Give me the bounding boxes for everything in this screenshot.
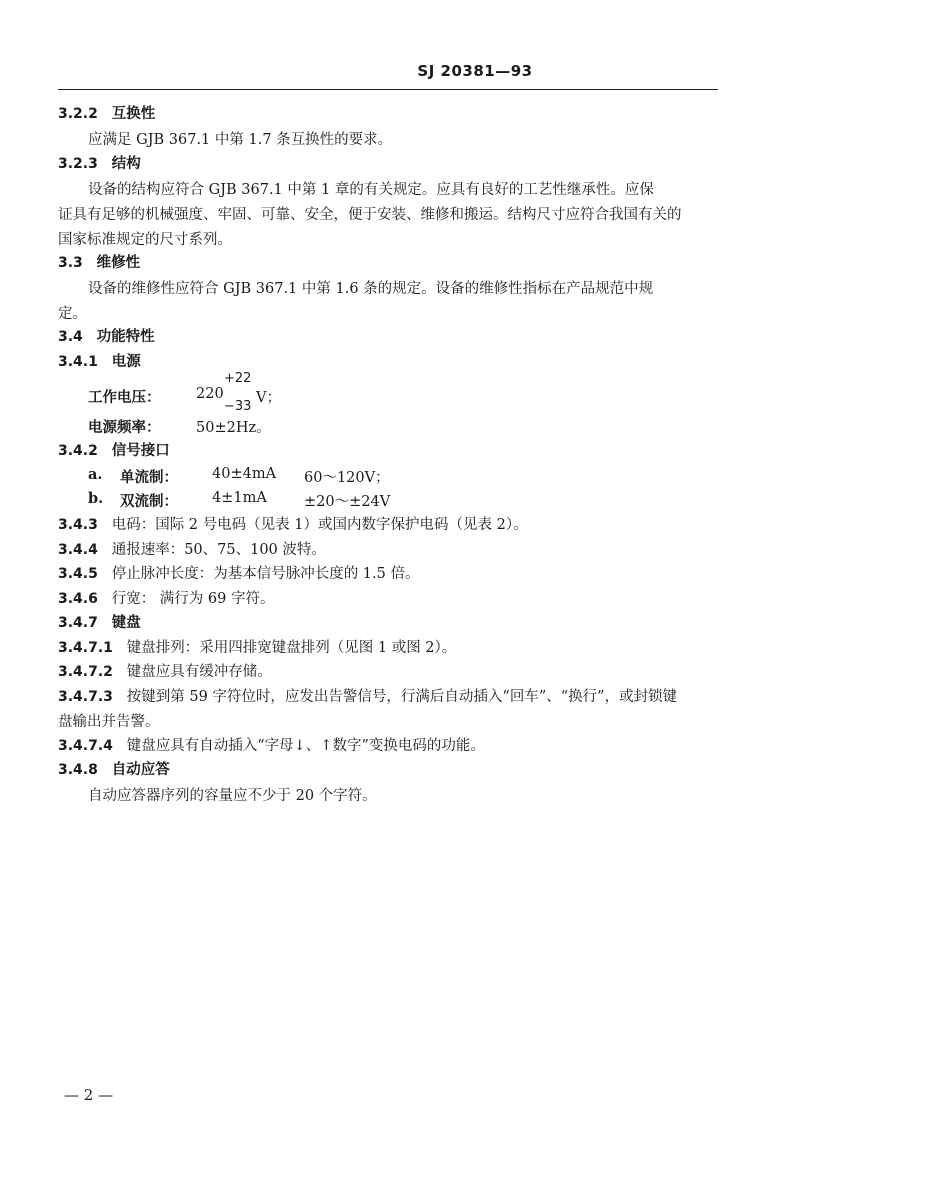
section-number: 3.4.3 [58,517,98,533]
paragraph-line: 证具有足够的机械强度、牢固、可靠、安全，便于安装、维修和搬运。结构尺寸应符合我国有关的 [58,207,682,223]
frequency-label: 电源频率： [88,419,161,436]
paragraph-line: 定。 [58,306,87,322]
section-number: 3.2.2 [58,106,98,122]
voltage-upper-tolerance: +22 [224,371,252,386]
current-value: 40±4mA [212,466,277,482]
section-text: 键盘排列：采用四排宽键盘排列（见图 1 或图 2）。 [126,640,457,656]
section-number: 3.4.6 [58,591,98,607]
list-marker: a. [88,466,103,483]
section-3-4-6 [58,589,274,609]
section-number: 3.4.2 [58,443,98,459]
section-text: 键盘应具有缓冲存储。 [126,664,272,680]
list-marker: b. [88,490,104,507]
section-number: 3.4.7.3 [58,689,113,705]
section-3-4-7-2 [58,662,272,682]
interface-type: 单流制： [120,469,178,486]
paragraph: 自动应答器序列的容量应不少于 20 个字符。 [88,788,377,804]
section-number: 3.4 [58,329,83,345]
paragraph-line: 国家标准规定的尺寸系列。 [58,232,232,248]
header-rule [58,89,718,90]
section-number: 3.4.5 [58,566,98,582]
paragraph-line: 设备的维修性应符合 GJB 367.1 中第 1.6 条的规定。设备的维修性指标在产品规范中规 [88,281,654,297]
section-3-4-heading [58,327,155,347]
voltage-base: 220 [196,386,224,402]
section-title: 电源 [111,353,141,370]
section-3-4-8-heading [58,760,170,780]
section-3-2-2-heading [58,104,155,124]
section-number: 3.4.8 [58,762,98,778]
section-3-3-heading [58,253,140,273]
section-3-4-7-1 [58,638,456,658]
section-text: 停止脉冲长度：为基本信号脉冲长度的 1.5 倍。 [111,566,420,582]
paragraph-line: 设备的结构应符合 GJB 367.1 中第 1 章的有关规定。应具有良好的工艺性继承性。应保 [88,182,654,198]
section-3-4-5 [58,564,419,584]
section-3-4-7-4 [58,736,485,756]
voltage-range: 60～120V； [304,470,390,486]
section-number: 3.4.4 [58,542,98,558]
section-3-4-1-heading [58,352,141,372]
section-number: 3.3 [58,255,83,271]
section-number: 3.4.7.2 [58,664,113,680]
section-number: 3.4.7 [58,615,98,631]
section-title: 结构 [111,155,141,172]
standard-code: SJ 20381—93 [417,62,533,80]
section-3-4-4 [58,540,326,560]
section-3-4-7-heading [58,613,141,633]
frequency-value: 50±2Hz。 [196,420,271,436]
section-text: 按键到第 59 字符位时，应发出告警信号，行满后自动插入“回车”、“换行”，或封锁键 [126,689,678,705]
section-3-4-2-heading [58,441,170,461]
section-number: 3.4.7.4 [58,738,113,754]
section-3-4-3 [58,515,528,535]
section-title: 功能特性 [96,328,155,345]
voltage-unit: V； [256,390,281,406]
section-text: 电码：国际 2 号电码（见表 1）或国内数字保护电码（见表 2）。 [111,517,528,533]
section-3-4-7-3 [58,687,677,707]
interface-type: 双流制： [120,493,178,510]
section-number: 3.4.7.1 [58,640,113,656]
current-value: 4±1mA [212,490,267,506]
voltage-lower-tolerance: −33 [224,399,252,414]
paragraph-line: 盘输出并告警。 [58,714,160,730]
section-text: 通报速率：50、75、100 波特。 [111,542,326,558]
section-text: 键盘应具有自动插入“字母↓、↑数字”变换电码的功能。 [126,738,485,754]
voltage-range: ±20～±24V [304,494,391,510]
section-title: 键盘 [111,614,141,631]
section-3-2-3-heading [58,154,141,174]
section-title: 互换性 [111,105,156,122]
paragraph: 应满足 GJB 367.1 中第 1.7 条互换性的要求。 [88,132,393,148]
voltage-label: 工作电压： [88,389,161,406]
section-number: 3.2.3 [58,156,98,172]
section-title: 自动应答 [111,761,170,778]
page-number: — 2 — [64,1086,114,1104]
section-title: 维修性 [96,254,141,271]
section-title: 信号接口 [111,442,170,459]
section-number: 3.4.1 [58,354,98,370]
section-text: 行宽： 满行为 69 字符。 [111,591,275,607]
